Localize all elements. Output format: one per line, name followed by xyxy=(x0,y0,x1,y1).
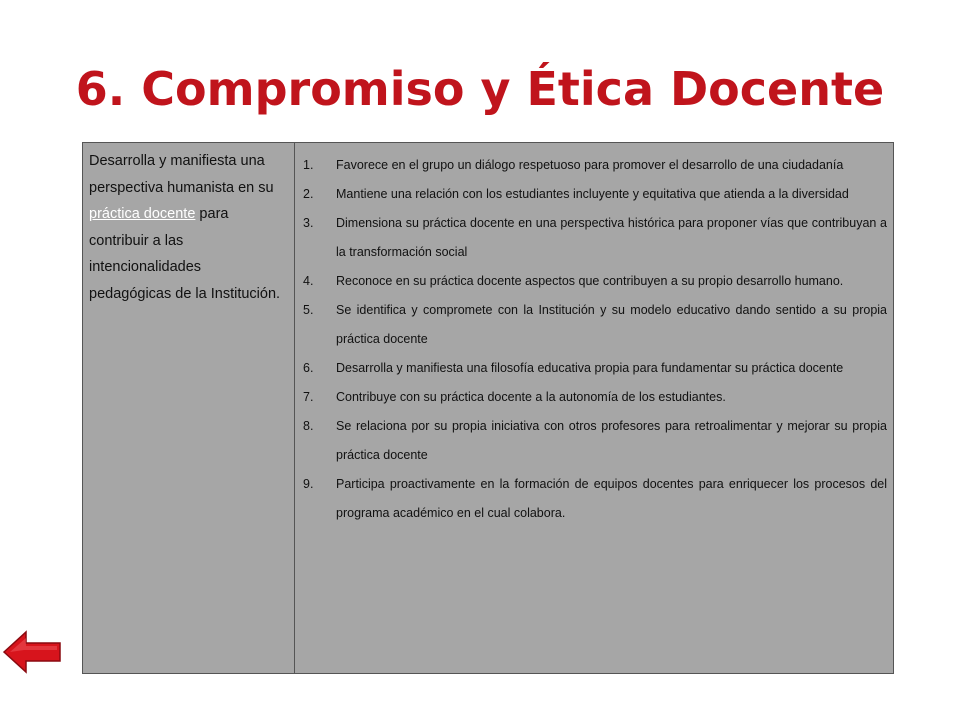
indicator-number: 6. xyxy=(303,361,314,375)
competency-cell xyxy=(83,143,295,673)
indicator-number: 8. xyxy=(303,419,314,433)
slide-title: 6. Compromiso y Ética Docente xyxy=(75,62,885,116)
indicator-text: Participa proactivamente en la formación de equipos docentes para enriquecer los procesos del programa académico en el cual colabora. xyxy=(336,477,887,520)
indicator-text: Se identifica y compromete con la Institución y su modelo educativo dando sentido a su propia práctica docente xyxy=(336,303,887,346)
indicator-item xyxy=(303,383,887,412)
indicator-item xyxy=(303,180,887,209)
indicator-number: 7. xyxy=(303,390,314,404)
indicator-item xyxy=(303,151,887,180)
back-arrow-icon xyxy=(2,628,62,676)
indicator-item xyxy=(303,267,887,296)
competency-table xyxy=(82,142,894,674)
indicator-text: Mantiene una relación con los estudiantes incluyente y equitativa que atienda a la diversidad xyxy=(336,187,849,201)
indicator-number: 9. xyxy=(303,477,314,491)
indicator-text: Contribuye con su práctica docente a la autonomía de los estudiantes. xyxy=(336,390,726,404)
indicator-item xyxy=(303,296,887,354)
indicator-text: Reconoce en su práctica docente aspectos que contribuyen a su propio desarrollo humano. xyxy=(336,274,844,288)
indicator-text: Favorece en el grupo un diálogo respetuoso para promover el desarrollo de una ciudadanía xyxy=(336,158,844,172)
competency-text-after: para contribuir a las intencionalidades pedagógicas de la Institución. xyxy=(89,206,281,302)
indicator-text: Se relaciona por su propia iniciativa con otros profesores para retroalimentar y mejorar su propia práctica docente xyxy=(336,419,887,462)
indicator-number: 3. xyxy=(303,216,314,230)
practica-docente-link[interactable]: práctica docente xyxy=(89,206,196,222)
indicator-list xyxy=(303,151,887,528)
indicator-number: 4. xyxy=(303,274,314,288)
back-arrow-button[interactable] xyxy=(2,628,62,676)
indicator-item xyxy=(303,209,887,267)
indicators-cell xyxy=(295,143,893,673)
competency-text-before: Desarrolla y manifiesta una perspectiva humanista en su xyxy=(89,153,274,196)
indicator-item xyxy=(303,412,887,470)
indicator-number: 1. xyxy=(303,158,314,172)
indicator-text: Desarrolla y manifiesta una filosofía educativa propia para fundamentar su práctica docente xyxy=(336,361,844,375)
indicator-number: 5. xyxy=(303,303,314,317)
indicator-text: Dimensiona su práctica docente en una perspectiva histórica para proponer vías que contribuyan a la transformación social xyxy=(336,216,887,259)
indicator-number: 2. xyxy=(303,187,314,201)
indicator-item xyxy=(303,470,887,528)
indicator-item xyxy=(303,354,887,383)
